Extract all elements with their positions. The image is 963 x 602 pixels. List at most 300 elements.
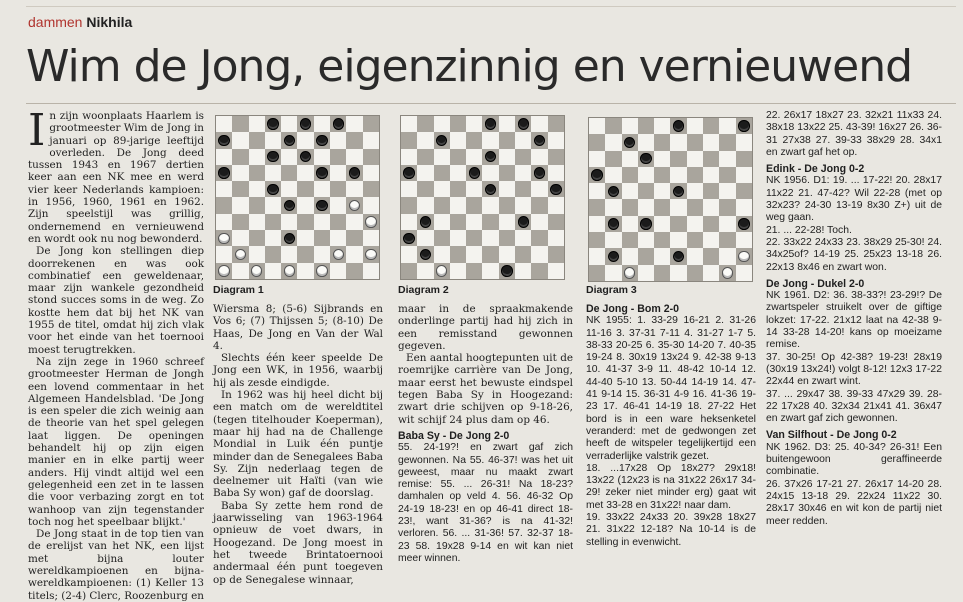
board-square (330, 116, 346, 132)
board-square-light (232, 132, 248, 148)
board-square (216, 132, 232, 148)
black-piece (316, 167, 327, 178)
col2-paragraph-2: Slechts één keer speelde De Jong een WK, in 1956, waarbij hij als zesde eindigde. (213, 352, 383, 389)
board-square-light (515, 132, 531, 148)
board-square-light (417, 197, 433, 213)
board-square (548, 116, 564, 132)
board-square (297, 116, 313, 132)
board-square-light (638, 265, 654, 281)
board-square (450, 181, 466, 197)
board-square (719, 167, 735, 183)
board-square (531, 132, 547, 148)
board-square (314, 197, 330, 213)
board-square-light (548, 230, 564, 246)
board-square-light (330, 263, 346, 279)
board (215, 115, 380, 280)
col3-paragraph-1: maar in de spraakmakende onderlinge partij had hij zich in een remisstand gewonnen gegeven. (398, 303, 573, 352)
board-square (314, 263, 330, 279)
board-square-light (548, 165, 564, 181)
board-square-light (499, 246, 515, 262)
col5-moves-3: 21. ... 22-28! Toch. (766, 224, 852, 236)
board-square (216, 165, 232, 181)
board-square (736, 216, 752, 232)
board-square-light (531, 149, 547, 165)
board-square (330, 214, 346, 230)
board-square-light (417, 165, 433, 181)
board-square (622, 167, 638, 183)
board-square-light (736, 134, 752, 150)
black-piece (300, 118, 311, 129)
board-square-light (216, 116, 232, 132)
black-piece (608, 218, 619, 229)
board-square (482, 246, 498, 262)
board-square-light (531, 246, 547, 262)
board-square (249, 263, 265, 279)
column-4 (586, 303, 756, 549)
black-piece (624, 137, 635, 148)
rubric-author: Nikhila (86, 14, 133, 30)
board-square (531, 263, 547, 279)
board-square-light (417, 230, 433, 246)
black-piece (608, 186, 619, 197)
board-square (703, 118, 719, 134)
board-square-light (719, 118, 735, 134)
board-square (687, 199, 703, 215)
board-square (450, 214, 466, 230)
black-piece (284, 135, 295, 146)
board-square (687, 232, 703, 248)
board-square (401, 263, 417, 279)
black-piece (218, 135, 229, 146)
board-square-light (401, 246, 417, 262)
diagram-1 (215, 115, 380, 280)
board-square-light (531, 181, 547, 197)
board-square (330, 149, 346, 165)
board-square (654, 199, 670, 215)
board-square-light (515, 230, 531, 246)
board-square (589, 134, 605, 150)
white-piece (349, 200, 360, 211)
board-square (466, 230, 482, 246)
board-square (703, 248, 719, 264)
black-piece (267, 184, 278, 195)
black-piece (738, 120, 749, 131)
col5-game-heading-3: Van Silfhout - De Jong 0-2 (766, 429, 897, 442)
board-square (216, 230, 232, 246)
board-square-light (249, 149, 265, 165)
col5-game-heading-2: De Jong - Dukel 2-0 (766, 277, 865, 290)
board-square-light (346, 214, 362, 230)
board-square (450, 116, 466, 132)
board-square (216, 197, 232, 213)
white-piece (365, 249, 376, 260)
board-square (703, 183, 719, 199)
board-square-light (670, 199, 686, 215)
board-square-light (719, 183, 735, 199)
board-square-light (605, 134, 621, 150)
black-piece (420, 249, 431, 260)
headline-rule (26, 103, 956, 104)
board-square-light (346, 149, 362, 165)
board-square-light (249, 214, 265, 230)
board-square-light (687, 183, 703, 199)
board-square-light (703, 199, 719, 215)
board-square-light (670, 232, 686, 248)
board-square (265, 116, 281, 132)
black-piece (501, 265, 512, 276)
board-square-light (330, 197, 346, 213)
col5-moves-7: 37. ... 29x47 38. 39-33 47x29 39. 28-22 17x28 40. 32x34 21x41 41. 36x47 en zwart gaf zich gewonnen. (766, 388, 942, 425)
board-square-light (499, 116, 515, 132)
board-square (605, 216, 621, 232)
board-square-light (330, 132, 346, 148)
board-square (346, 230, 362, 246)
board-square-light (330, 165, 346, 181)
board-square (654, 265, 670, 281)
board-square (670, 248, 686, 264)
board-square (281, 197, 297, 213)
board-square (434, 263, 450, 279)
board-square (417, 181, 433, 197)
board-square (622, 199, 638, 215)
board-square-light (232, 263, 248, 279)
board-square-light (548, 132, 564, 148)
board-square-light (450, 197, 466, 213)
board-square (363, 149, 379, 165)
board-square (281, 230, 297, 246)
board-square (249, 230, 265, 246)
column-1 (28, 105, 204, 602)
board-square-light (499, 181, 515, 197)
white-piece (738, 251, 749, 262)
board-square-light (605, 265, 621, 281)
drop-cap: I (28, 105, 46, 156)
board-square-light (216, 181, 232, 197)
board-square-light (314, 116, 330, 132)
board-square (548, 214, 564, 230)
board-square (232, 214, 248, 230)
board-square (638, 216, 654, 232)
col4-moves-2: 18. ...17x28 Op 18x27? 29x18! 13x22 (12x23 is na 31x22 26x17 34-29! zeker niet minder erg) gaat wit met 33-28 en 31x22! naar dam. (586, 462, 756, 511)
board-square (232, 116, 248, 132)
col1-paragraph-2: De Jong kon stellingen diep doorrekenen en was ook combinatief een geweldenaar, maar zijn wankele gezondheid stond succes soms in de weg. Zo kostte hem dat bij het NK van 1955 de titel, omdat hij zich vlak voor het einde van het toernooi moest terugtrekken. (28, 245, 204, 356)
board-square (670, 151, 686, 167)
board-square (531, 165, 547, 181)
black-piece (403, 233, 414, 244)
board-square (548, 181, 564, 197)
top-rule (26, 6, 956, 7)
black-piece (300, 151, 311, 162)
board-square-light (499, 214, 515, 230)
board-square-light (703, 167, 719, 183)
board-square-light (622, 118, 638, 134)
board-square (417, 116, 433, 132)
board-square (330, 181, 346, 197)
col4-moves-1: NK 1955: 1. 33-29 16-21 2. 31-26 11-16 3. 37-31 7-11 4. 31-27 1-7 5. 38-33 20-25 6. 35-30 14-20 7. 40-35 19-24 8. 30x19 13x24 9. 42-38 9-13 10. 41-37 3-9 11. 48-42 10-14 12. 44-40 5-10 13. 50-44 14-19 14. 47-41 9-14 15. 36-31 4-9 16. 41-36 19-23 17. 46-41 14-19 18. 27-22 Het bord is in een ware heksenketel veranderd: met de gedwongen zet heeft de witspeler tegelijkertijd een verraderlijke valstrik gezet. (586, 315, 756, 462)
board-square-light (363, 165, 379, 181)
board-square (638, 248, 654, 264)
board-square-light (466, 149, 482, 165)
board-square-light (736, 232, 752, 248)
board-square (434, 197, 450, 213)
board-square (670, 216, 686, 232)
board-square (515, 149, 531, 165)
board-square-light (346, 246, 362, 262)
board-square (216, 263, 232, 279)
board-square-light (654, 248, 670, 264)
col5-moves-1: 22. 26x17 18x27 23. 32x21 11x33 24. 38x18 13x22 25. 43-39! 16x27 26. 36-31 27x38 27. 39-33 38x29 28. 34x1 en zwart gaf het op. (766, 110, 942, 158)
board-square (281, 132, 297, 148)
board-square-light (482, 197, 498, 213)
board-square-light (232, 230, 248, 246)
board-square-light (216, 246, 232, 262)
board-square (589, 232, 605, 248)
board-square-light (363, 197, 379, 213)
board-square (654, 232, 670, 248)
board-square (232, 181, 248, 197)
board-square (499, 165, 515, 181)
board-square-light (297, 165, 313, 181)
board-square-light (654, 151, 670, 167)
board-square (589, 199, 605, 215)
white-piece (436, 265, 447, 276)
board-square (346, 197, 362, 213)
board-square-light (719, 248, 735, 264)
board-square (346, 132, 362, 148)
board-square (589, 265, 605, 281)
black-piece (284, 200, 295, 211)
board-square (401, 197, 417, 213)
black-piece (284, 233, 295, 244)
diagram-1-caption: Diagram 1 (213, 284, 264, 296)
black-piece (550, 184, 561, 195)
board-square-light (638, 232, 654, 248)
board-square-light (687, 151, 703, 167)
board-square-light (719, 151, 735, 167)
rubric-category: dammen (28, 14, 83, 30)
board-square (281, 165, 297, 181)
board-square (363, 181, 379, 197)
board-square-light (281, 149, 297, 165)
board-square (482, 149, 498, 165)
col5-moves-8: NK 1962. D3: 25. 40-34? 26-31! Een buitengewoon geraffineerde combinatie. (766, 441, 942, 478)
board-square (297, 214, 313, 230)
board-square-light (703, 134, 719, 150)
board-square (330, 246, 346, 262)
white-piece (624, 267, 635, 278)
board-square-light (297, 263, 313, 279)
board-square (736, 248, 752, 264)
black-piece (316, 200, 327, 211)
board-square-light (736, 167, 752, 183)
board-square-light (548, 197, 564, 213)
board-square (401, 132, 417, 148)
board-square-light (363, 230, 379, 246)
board-square-light (401, 214, 417, 230)
board-square-light (265, 165, 281, 181)
board-square-light (687, 118, 703, 134)
board-square-light (450, 165, 466, 181)
board-square (654, 134, 670, 150)
board-square-light (670, 167, 686, 183)
diagram-2 (400, 115, 565, 280)
board-square-light (297, 230, 313, 246)
board-square-light (622, 248, 638, 264)
board-square (363, 214, 379, 230)
board-square (314, 230, 330, 246)
board-square (670, 183, 686, 199)
board-square-light (589, 151, 605, 167)
col5-moves-4: 22. 33x22 24x33 23. 38x29 25-30! 24. 34x25of? 14-19 25. 25x23 13-18 26. 22x13 8x46 en zwart won. (766, 236, 942, 273)
board-square (548, 149, 564, 165)
black-piece (518, 216, 529, 227)
board-square (434, 132, 450, 148)
col3-moves: 55. 24-19?! en zwart gaf zich gewonnen. Na 55. 46-37! was het uit geweest, maar nu maakt zwart remise: 55. ... 26-31! Na 18-23? damhalen op veld 4. 56. 46-32 Op 24-19 18-23! en op 46-41 direct 18-23!, want 31-36? is na 41-32! verloren. 56. ... 31-36! 57. 32-37 18-23 58. 19x28 9-14 en wit kan niet meer winnen. (398, 442, 573, 564)
board-square-light (314, 181, 330, 197)
column-3 (398, 303, 573, 565)
board-square-light (622, 216, 638, 232)
board-square-light (548, 263, 564, 279)
board-square-light (346, 181, 362, 197)
board (400, 115, 565, 280)
col2-paragraph-3: In 1962 was hij heel dicht bij een match om de wereldtitel (tegen titelhouder Koeperman), maar hij had na de Challenge Mondial in Luik één puntje minder dan de Senegalees Baba Sy. Zijn nederlaag tegen de deelnemer uit Haïti (van wie Baba Sy won) gaf de doorslag. (213, 389, 383, 500)
board-square-light (401, 149, 417, 165)
board-square (736, 151, 752, 167)
board-square-light (638, 167, 654, 183)
board-square-light (622, 151, 638, 167)
board-square (687, 134, 703, 150)
board-square-light (482, 165, 498, 181)
black-piece (436, 135, 447, 146)
board-square (249, 132, 265, 148)
black-piece (420, 216, 431, 227)
board-square (515, 116, 531, 132)
board-square (417, 246, 433, 262)
column-5 (766, 110, 942, 528)
board-square-light (249, 246, 265, 262)
board-square-light (719, 216, 735, 232)
black-piece (267, 151, 278, 162)
board-square (401, 230, 417, 246)
board-square (703, 216, 719, 232)
white-piece (218, 265, 229, 276)
col3-paragraph-2: Een aantal hoogtepunten uit de roemrijke carrière van De Jong, maar eerst het bewuste eindspel tegen Baba Sy in Hoogezand: zwart drie schijven op 9-18-26, wit schijf 24 plus dam op 46. (398, 352, 573, 426)
board-square (719, 232, 735, 248)
board-square (265, 149, 281, 165)
board-square (736, 183, 752, 199)
board-square (687, 265, 703, 281)
board-square (434, 230, 450, 246)
board-square (719, 265, 735, 281)
board-square-light (363, 263, 379, 279)
board-square (605, 118, 621, 134)
board-square (670, 118, 686, 134)
board-square-light (703, 265, 719, 281)
white-piece (235, 249, 246, 260)
board-square (719, 199, 735, 215)
board-square (499, 230, 515, 246)
board-square-light (466, 116, 482, 132)
board-square (232, 149, 248, 165)
board-square-light (265, 132, 281, 148)
board-square-light (589, 248, 605, 264)
black-piece (518, 118, 529, 129)
white-piece (284, 265, 295, 276)
board-square (499, 263, 515, 279)
diagram-3-caption: Diagram 3 (586, 284, 637, 296)
black-piece (349, 167, 360, 178)
board-square (363, 246, 379, 262)
column-2 (213, 303, 383, 586)
board-square-light (589, 216, 605, 232)
board-square-light (531, 116, 547, 132)
board-square (654, 167, 670, 183)
board-square-light (638, 134, 654, 150)
black-piece (485, 184, 496, 195)
board-square (531, 230, 547, 246)
board-square-light (482, 230, 498, 246)
white-piece (218, 233, 229, 244)
diagram-3 (588, 117, 753, 282)
col1-paragraph-3: Na zijn zege in 1960 schreef grootmeester Herman de Jongh een lovend commentaar in het Algemeen Handelsblad. 'De Jong is een speler die zich weinig aan de theorie van het spel gelegen laat liggen. De openingen behandelt hij op zijn eigen manier en in elke partij weer anders. Hij vindt altijd wel een gelegenheid een zet in te lassen die voor verbazing zorgt en tot wanhoop van zijn tegenstander toch nog het speelbaar blijkt.' (28, 355, 204, 528)
board-square (605, 248, 621, 264)
board-square (589, 167, 605, 183)
black-piece (640, 153, 651, 164)
board-square (719, 134, 735, 150)
col5-moves-2: NK 1956. D1: 19. ... 17-22! 20. 28x17 11x22 21. 47-42? Wil 22-28 (met op 32x23? 24-30 13-19 8x30 Z+) uit de weg gaan. (766, 175, 942, 224)
board-square (499, 197, 515, 213)
col5-moves-5: NK 1961. D2: 36. 38-33?! 23-29!? De zwartspeler struikelt over de giftige lokzet: 17-22. 21x12 laat na 42-38 9-14 33-28 14-20! kans op moeizame remise. (766, 290, 942, 351)
board-square-light (297, 197, 313, 213)
board-square-light (466, 214, 482, 230)
board-square-light (482, 263, 498, 279)
board-square-light (346, 116, 362, 132)
board-square (736, 118, 752, 134)
board-square-light (363, 132, 379, 148)
board-square-light (281, 246, 297, 262)
board-square-light (466, 181, 482, 197)
white-piece (365, 216, 376, 227)
board-square (314, 165, 330, 181)
board-square-light (434, 214, 450, 230)
board-square-light (687, 216, 703, 232)
board-square-light (703, 232, 719, 248)
board-square-light (736, 199, 752, 215)
board-square (638, 118, 654, 134)
board-square-light (249, 181, 265, 197)
board (588, 117, 753, 282)
board-square (314, 132, 330, 148)
board-square-light (654, 216, 670, 232)
board-square-light (687, 248, 703, 264)
board-square-light (670, 134, 686, 150)
board-square (548, 246, 564, 262)
black-piece (534, 167, 545, 178)
board-square (363, 116, 379, 132)
board-square-light (670, 265, 686, 281)
board-square-light (265, 197, 281, 213)
col5-moves-9: 26. 37x26 17-21 27. 26x17 14-20 28. 24x15 13-18 29. 22x24 11x22 30. 28x17 30x46 en wit kon de partij niet meer redden. (766, 478, 942, 527)
board-square (622, 134, 638, 150)
board-square-light (232, 197, 248, 213)
board-square-light (314, 149, 330, 165)
board-square (515, 214, 531, 230)
board-square (297, 181, 313, 197)
board-square-light (605, 167, 621, 183)
board-square-light (417, 263, 433, 279)
board-square-light (330, 230, 346, 246)
black-piece (316, 135, 327, 146)
